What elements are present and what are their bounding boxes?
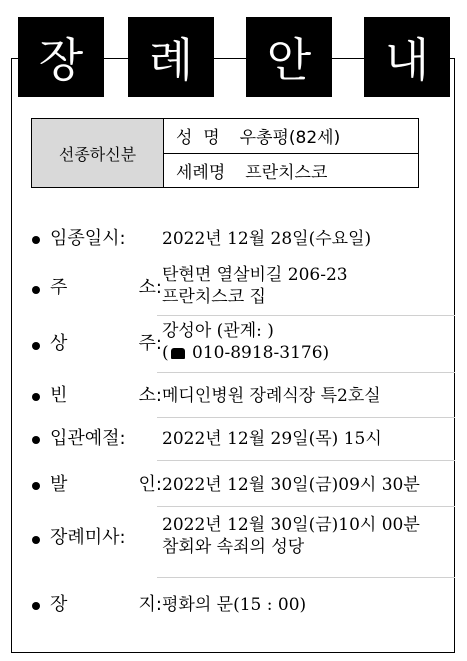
divider	[157, 315, 455, 316]
title-char-4: 내	[364, 17, 450, 97]
baptism-value: 프란치스코	[245, 162, 328, 183]
death-value: 2022년 12월 28일(수요일)	[162, 229, 372, 249]
departure-key: 발 인:	[50, 474, 162, 495]
divider	[157, 577, 455, 578]
funeral-room-key: 빈 소:	[50, 385, 162, 406]
bullet-icon	[32, 482, 40, 490]
title-char-2: 례	[128, 17, 214, 97]
baptism-key: 세례명	[176, 162, 226, 183]
name-value: 우총평(82세)	[239, 128, 341, 149]
chief-mourner-value: 강성아 (관계: ) ( 010-8918-3176)	[162, 321, 330, 363]
burial-key: 장 지:	[50, 594, 162, 615]
burial-value: 평화의 문(15 : 00)	[162, 595, 307, 615]
bullet-icon	[32, 436, 40, 444]
mass-key: 장례미사:	[50, 527, 126, 548]
title-char-3: 안	[246, 17, 332, 97]
deceased-label: 선종하신분	[32, 119, 164, 187]
address-key: 주 소:	[50, 277, 162, 298]
coffin-value: 2022년 12월 29일(목) 15시	[162, 429, 382, 449]
bullet-icon	[32, 342, 40, 350]
title-char-1: 장	[18, 17, 104, 97]
funeral-room-value: 메디인병원 장례식장 특2호실	[162, 386, 381, 406]
bullet-icon	[32, 536, 40, 544]
name-key: 성 명	[176, 128, 220, 149]
deceased-info-table	[31, 118, 419, 188]
departure-value: 2022년 12월 30일(금)09시 30분	[162, 475, 420, 495]
mass-value: 2022년 12월 30일(금)10시 00분 참회와 속죄의 성당	[162, 515, 420, 557]
divider	[157, 506, 455, 507]
death-key: 임종일시:	[50, 228, 126, 249]
bullet-icon	[32, 236, 40, 244]
bullet-icon	[32, 286, 40, 294]
bullet-icon	[32, 602, 40, 610]
divider	[157, 460, 455, 461]
divider	[157, 417, 455, 418]
address-value: 탄현면 열살비길 206-23 프란치스코 집	[162, 265, 348, 307]
deceased-name-cell	[164, 119, 418, 153]
deceased-baptism-cell	[164, 153, 418, 188]
telephone-icon	[171, 348, 185, 359]
coffin-key: 입관예절:	[50, 428, 126, 449]
divider	[157, 372, 455, 373]
bullet-icon	[32, 393, 40, 401]
chief-mourner-key: 상 주:	[50, 333, 162, 354]
